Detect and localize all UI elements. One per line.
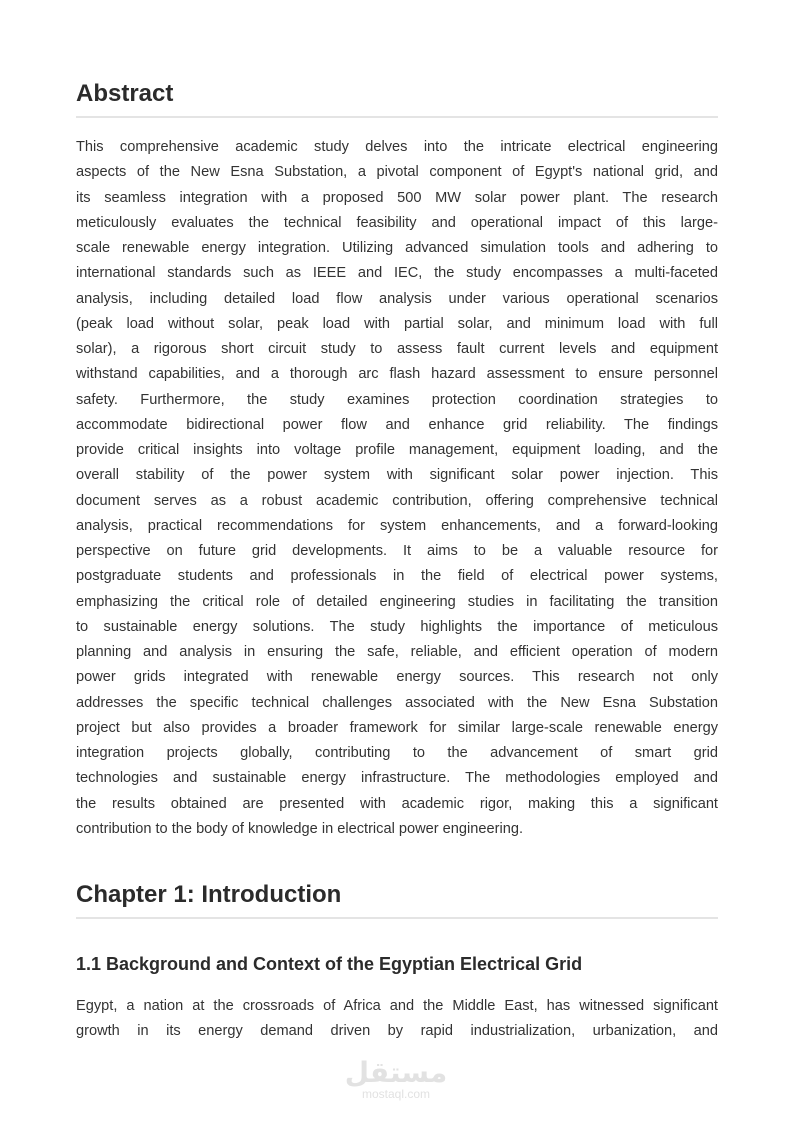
text-line: accommodate bidirectional power flow and enhance grid reliability. The findings [76, 416, 718, 433]
text-line: postgraduate students and professionals in the field of electrical power systems, [76, 568, 718, 585]
text-line: power grids integrated with renewable energy sources. This research not only [76, 669, 718, 686]
text-line: contribution to the body of knowledge in electrical power engineering. [76, 820, 524, 837]
watermark-arabic: مستقل [344, 1056, 448, 1089]
text-line: safety. Furthermore, the study examines protection coordination strategies to [76, 391, 718, 408]
text-line: integration projects globally, contributing to the advancement of smart grid [76, 745, 718, 761]
text-line: the results obtained are presented with academic rigor, making this a significant [76, 795, 718, 812]
section-1-1-paragraph [76, 994, 718, 1045]
text-line: (peak load without solar, peak load with partial solar, and minimum load with full [76, 315, 718, 332]
mostaql-watermark [340, 1058, 452, 1100]
text-line: project but also provides a broader framework for similar large-scale renewable energy [76, 719, 718, 736]
chapter-1-heading: Chapter 1: Introduction [76, 881, 718, 919]
text-line: international standards such as IEEE and IEC, the study encompasses a multi-faceted [76, 265, 718, 282]
text-line: analysis, including detailed load flow analysis under various operational scenarios [76, 290, 718, 307]
text-line: emphasizing the critical role of detailed engineering studies in facilitating the transition [76, 593, 718, 610]
text-line: its seamless integration with a proposed 500 MW solar power plant. The research [76, 189, 718, 206]
watermark-latin: mostaql.com [361, 1087, 431, 1101]
text-line: addresses the specific technical challenges associated with the New Esna Substation [76, 694, 718, 711]
text-line: solar), a rigorous short circuit study to assess fault current levels and equipment [76, 341, 718, 357]
text-line: provide critical insights into voltage profile management, equipment loading, and the [76, 442, 718, 458]
text-line: analysis, practical recommendations for system enhancements, and a forward-looking [76, 517, 718, 534]
text-line: meticulously evaluates the technical feasibility and operational impact of this large- [76, 214, 718, 231]
text-line: overall stability of the power system with significant solar power injection. This [76, 467, 718, 484]
text-line: perspective on future grid developments. It aims to be a valuable resource for [76, 543, 718, 559]
abstract-heading: Abstract [76, 80, 718, 118]
text-line: This comprehensive academic study delves into the intricate electrical engineering [76, 139, 718, 155]
section-1-1-heading: 1.1 Background and Context of the Egyptian Electrical Grid [76, 954, 583, 974]
text-line: aspects of the New Esna Substation, a pivotal component of Egypt's national grid, and [76, 164, 718, 181]
text-line: technologies and sustainable energy infrastructure. The methodologies employed and [76, 770, 718, 787]
text-line: scale renewable energy integration. Utilizing advanced simulation tools and adhering to [76, 240, 718, 256]
text-line: document serves as a robust academic contribution, offering comprehensive technical [76, 492, 718, 509]
text-line: withstand capabilities, and a thorough arc flash hazard assessment to ensure personnel [76, 366, 718, 383]
text-line: growth in its energy demand driven by rapid industrialization, urbanization, and [76, 1023, 718, 1040]
text-line: Egypt, a nation at the crossroads of Africa and the Middle East, has witnessed significant [76, 998, 718, 1014]
text-line: to sustainable energy solutions. The study highlights the importance of meticulous [76, 618, 718, 635]
text-line: planning and analysis in ensuring the safe, reliable, and efficient operation of modern [76, 644, 718, 660]
abstract-paragraph [76, 135, 718, 842]
